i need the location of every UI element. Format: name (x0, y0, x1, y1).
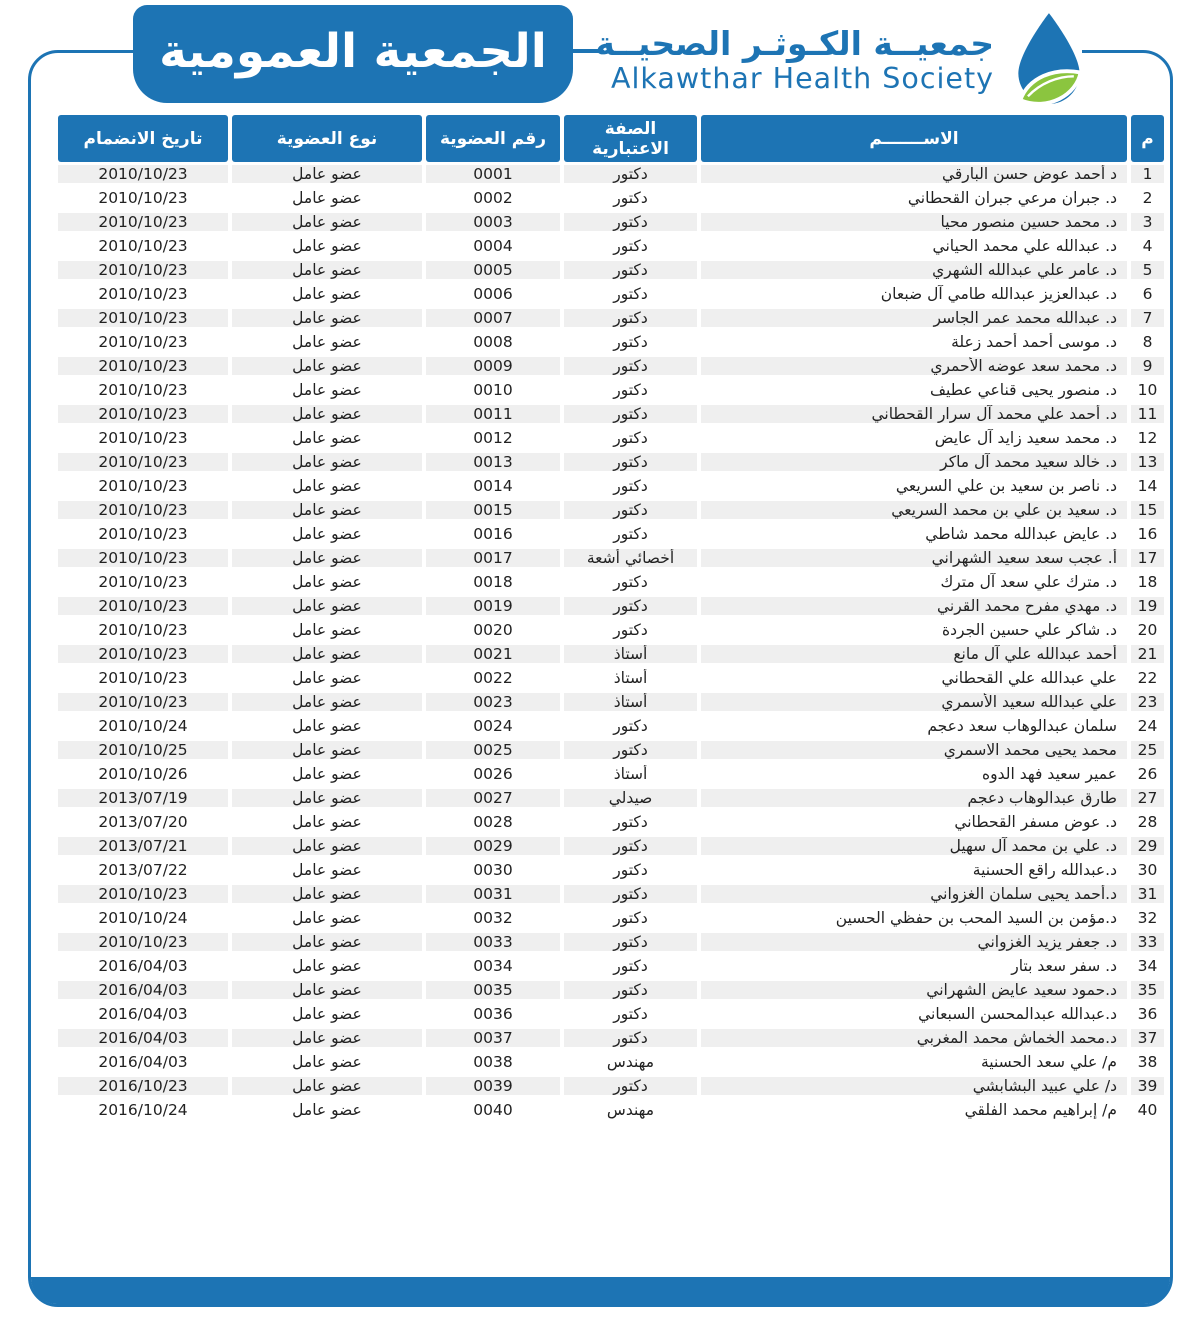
member-name: د. شاكر علي حسين الجردة (701, 618, 1127, 642)
member-capacity: دكتور (564, 954, 697, 978)
member-capacity: أستاذ (564, 666, 697, 690)
member-capacity: دكتور (564, 258, 697, 282)
table-row (58, 1098, 1164, 1122)
row-index: 16 (1131, 522, 1164, 546)
table-row (58, 858, 1164, 882)
membership-type: عضو عامل (232, 738, 422, 762)
row-index: 40 (1131, 1098, 1164, 1122)
membership-type: عضو عامل (232, 594, 422, 618)
membership-type: عضو عامل (232, 330, 422, 354)
table-row (58, 474, 1164, 498)
row-index: 27 (1131, 786, 1164, 810)
page-title: الجمعية العمومية (159, 23, 547, 79)
member-name: د.مؤمن بن السيد المحب بن حفظي الحسين (701, 906, 1127, 930)
member-name: د.عبدالله عبدالمحسن السبعاني (701, 1002, 1127, 1026)
membership-type: عضو عامل (232, 618, 422, 642)
row-index: 29 (1131, 834, 1164, 858)
member-name: د أحمد عوض حسن البارقي (701, 162, 1127, 186)
membership-type: عضو عامل (232, 162, 422, 186)
table-row (58, 186, 1164, 210)
member-name: د. مهدي مفرح محمد القرني (701, 594, 1127, 618)
membership-type: عضو عامل (232, 186, 422, 210)
membership-type: عضو عامل (232, 714, 422, 738)
join-date: 2010/10/23 (58, 186, 228, 210)
membership-type: عضو عامل (232, 1074, 422, 1098)
table-row (58, 498, 1164, 522)
table-row (58, 210, 1164, 234)
join-date: 2010/10/23 (58, 378, 228, 402)
membership-number: 0011 (426, 402, 560, 426)
join-date: 2010/10/23 (58, 642, 228, 666)
member-name: د. عوض مسفر القحطاني (701, 810, 1127, 834)
join-date: 2010/10/23 (58, 474, 228, 498)
join-date: 2016/10/23 (58, 1074, 228, 1098)
join-date: 2010/10/23 (58, 354, 228, 378)
table-row (58, 810, 1164, 834)
header-index: م (1131, 115, 1164, 162)
join-date: 2010/10/25 (58, 738, 228, 762)
membership-type: عضو عامل (232, 402, 422, 426)
member-capacity: دكتور (564, 810, 697, 834)
membership-number: 0021 (426, 642, 560, 666)
membership-number: 0008 (426, 330, 560, 354)
membership-number: 0040 (426, 1098, 560, 1122)
row-index: 23 (1131, 690, 1164, 714)
row-index: 10 (1131, 378, 1164, 402)
table-header-row (58, 115, 1164, 162)
header-membership-type: نوع العضوية (232, 115, 422, 162)
member-name: د. جعفر يزيد الغزواني (701, 930, 1127, 954)
membership-number: 0001 (426, 162, 560, 186)
member-name: د. عايض عبدالله محمد شاطي (701, 522, 1127, 546)
row-index: 5 (1131, 258, 1164, 282)
row-index: 34 (1131, 954, 1164, 978)
join-date: 2010/10/23 (58, 282, 228, 306)
join-date: 2013/07/20 (58, 810, 228, 834)
table-row (58, 234, 1164, 258)
membership-type: عضو عامل (232, 426, 422, 450)
join-date: 2016/04/03 (58, 954, 228, 978)
member-capacity: أستاذ (564, 690, 697, 714)
join-date: 2013/07/19 (58, 786, 228, 810)
membership-type: عضو عامل (232, 282, 422, 306)
join-date: 2010/10/26 (58, 762, 228, 786)
member-capacity: دكتور (564, 882, 697, 906)
join-date: 2010/10/23 (58, 666, 228, 690)
member-capacity: دكتور (564, 618, 697, 642)
row-index: 28 (1131, 810, 1164, 834)
row-index: 39 (1131, 1074, 1164, 1098)
member-name: د/ علي عبيد البشابشي (701, 1074, 1127, 1098)
membership-number: 0016 (426, 522, 560, 546)
member-name: د. موسى أحمد أحمد زعلة (701, 330, 1127, 354)
membership-number: 0002 (426, 186, 560, 210)
row-index: 21 (1131, 642, 1164, 666)
membership-number: 0039 (426, 1074, 560, 1098)
member-capacity: دكتور (564, 162, 697, 186)
member-capacity: دكتور (564, 426, 697, 450)
membership-type: عضو عامل (232, 354, 422, 378)
member-name: أحمد عبدالله علي آل مانع (701, 642, 1127, 666)
member-capacity: مهندس (564, 1050, 697, 1074)
member-name: عمير سعيد فهد الدوه (701, 762, 1127, 786)
membership-type: عضو عامل (232, 930, 422, 954)
table-row (58, 378, 1164, 402)
join-date: 2010/10/23 (58, 330, 228, 354)
member-capacity: دكتور (564, 570, 697, 594)
table-row (58, 642, 1164, 666)
membership-type: عضو عامل (232, 306, 422, 330)
membership-number: 0025 (426, 738, 560, 762)
member-name: د. ناصر بن سعيد بن علي السريعي (701, 474, 1127, 498)
join-date: 2010/10/23 (58, 594, 228, 618)
member-capacity: دكتور (564, 858, 697, 882)
member-capacity: دكتور (564, 450, 697, 474)
member-capacity: دكتور (564, 1026, 697, 1050)
membership-number: 0005 (426, 258, 560, 282)
member-name: د. أحمد علي محمد آل سرار القحطاني (701, 402, 1127, 426)
table-row (58, 1050, 1164, 1074)
member-name: د. علي بن محمد آل سهيل (701, 834, 1127, 858)
table-row (58, 786, 1164, 810)
org-logo (595, 10, 1092, 110)
membership-number: 0024 (426, 714, 560, 738)
table-row (58, 306, 1164, 330)
row-index: 6 (1131, 282, 1164, 306)
membership-number: 0038 (426, 1050, 560, 1074)
member-capacity: مهندس (564, 1098, 697, 1122)
row-index: 4 (1131, 234, 1164, 258)
membership-type: عضو عامل (232, 810, 422, 834)
member-name: د.حمود سعيد عايض الشهراني (701, 978, 1127, 1002)
membership-type: عضو عامل (232, 378, 422, 402)
header-join-date: تاريخ الانضمام (58, 115, 228, 162)
membership-number: 0013 (426, 450, 560, 474)
membership-number: 0036 (426, 1002, 560, 1026)
org-name-english: Alkawthar Health Society (610, 62, 994, 96)
membership-number: 0030 (426, 858, 560, 882)
membership-number: 0006 (426, 282, 560, 306)
member-capacity: دكتور (564, 714, 697, 738)
org-logo-text (595, 25, 994, 94)
join-date: 2010/10/23 (58, 498, 228, 522)
water-drop-leaf-icon (1004, 11, 1092, 109)
page-title-badge (133, 5, 573, 103)
member-name: د. عبدالله علي محمد الحياني (701, 234, 1127, 258)
row-index: 15 (1131, 498, 1164, 522)
join-date: 2010/10/23 (58, 450, 228, 474)
row-index: 38 (1131, 1050, 1164, 1074)
row-index: 25 (1131, 738, 1164, 762)
membership-type: عضو عامل (232, 834, 422, 858)
table-row (58, 1026, 1164, 1050)
member-capacity: دكتور (564, 1074, 697, 1098)
membership-number: 0014 (426, 474, 560, 498)
table-row (58, 426, 1164, 450)
membership-type: عضو عامل (232, 450, 422, 474)
member-name: د.أحمد يحيى سلمان الغزواني (701, 882, 1127, 906)
member-name: علي عبدالله علي القحطاني (701, 666, 1127, 690)
member-name: د. منصور يحيى قناعي عطيف (701, 378, 1127, 402)
row-index: 2 (1131, 186, 1164, 210)
member-capacity: دكتور (564, 474, 697, 498)
member-capacity: دكتور (564, 1002, 697, 1026)
row-index: 7 (1131, 306, 1164, 330)
row-index: 19 (1131, 594, 1164, 618)
join-date: 2010/10/23 (58, 306, 228, 330)
table-row (58, 282, 1164, 306)
table-row (58, 930, 1164, 954)
member-capacity: دكتور (564, 234, 697, 258)
membership-number: 0022 (426, 666, 560, 690)
member-name: د. خالد سعيد محمد آل ماكر (701, 450, 1127, 474)
membership-type: عضو عامل (232, 210, 422, 234)
row-index: 32 (1131, 906, 1164, 930)
join-date: 2010/10/23 (58, 930, 228, 954)
member-capacity: أستاذ (564, 762, 697, 786)
membership-type: عضو عامل (232, 522, 422, 546)
member-capacity: صيدلي (564, 786, 697, 810)
join-date: 2010/10/24 (58, 906, 228, 930)
membership-number: 0015 (426, 498, 560, 522)
table-row (58, 402, 1164, 426)
table-row (58, 546, 1164, 570)
membership-type: عضو عامل (232, 642, 422, 666)
membership-type: عضو عامل (232, 1098, 422, 1122)
row-index: 36 (1131, 1002, 1164, 1026)
table-row (58, 354, 1164, 378)
table-row (58, 450, 1164, 474)
table-row (58, 522, 1164, 546)
row-index: 31 (1131, 882, 1164, 906)
join-date: 2010/10/23 (58, 882, 228, 906)
membership-type: عضو عامل (232, 954, 422, 978)
table-row (58, 258, 1164, 282)
table-row (58, 666, 1164, 690)
org-name-arabic: جمعيــة الكـوثـر الصحيــة (595, 24, 994, 64)
member-capacity: أستاذ (564, 642, 697, 666)
row-index: 30 (1131, 858, 1164, 882)
membership-number: 0028 (426, 810, 560, 834)
membership-type: عضو عامل (232, 1026, 422, 1050)
member-name: محمد يحيى محمد الاسمري (701, 738, 1127, 762)
member-capacity: دكتور (564, 594, 697, 618)
membership-number: 0026 (426, 762, 560, 786)
membership-number: 0012 (426, 426, 560, 450)
membership-type: عضو عامل (232, 570, 422, 594)
member-capacity: دكتور (564, 210, 697, 234)
row-index: 20 (1131, 618, 1164, 642)
membership-number: 0029 (426, 834, 560, 858)
member-capacity: دكتور (564, 402, 697, 426)
join-date: 2010/10/23 (58, 234, 228, 258)
join-date: 2016/04/03 (58, 1002, 228, 1026)
table-row (58, 906, 1164, 930)
join-date: 2016/10/24 (58, 1098, 228, 1122)
join-date: 2010/10/23 (58, 210, 228, 234)
member-name: د.عبدالله راقع الحسنية (701, 858, 1127, 882)
members-table (54, 115, 1168, 1122)
table-row (58, 762, 1164, 786)
table-row (58, 570, 1164, 594)
row-index: 24 (1131, 714, 1164, 738)
table-row (58, 330, 1164, 354)
row-index: 8 (1131, 330, 1164, 354)
join-date: 2010/10/24 (58, 714, 228, 738)
membership-number: 0009 (426, 354, 560, 378)
table-row (58, 882, 1164, 906)
member-name: أ. عجب سعد سعيد الشهراني (701, 546, 1127, 570)
member-capacity: دكتور (564, 906, 697, 930)
row-index: 12 (1131, 426, 1164, 450)
row-index: 17 (1131, 546, 1164, 570)
header-membership-no: رقم العضوية (426, 115, 560, 162)
member-capacity: دكتور (564, 522, 697, 546)
join-date: 2010/10/23 (58, 402, 228, 426)
join-date: 2013/07/21 (58, 834, 228, 858)
membership-number: 0017 (426, 546, 560, 570)
row-index: 11 (1131, 402, 1164, 426)
member-capacity: دكتور (564, 738, 697, 762)
member-name: علي عبدالله سعيد الأسمري (701, 690, 1127, 714)
row-index: 37 (1131, 1026, 1164, 1050)
membership-number: 0019 (426, 594, 560, 618)
membership-type: عضو عامل (232, 498, 422, 522)
membership-type: عضو عامل (232, 1002, 422, 1026)
member-name: د. سفر سعد بتار (701, 954, 1127, 978)
member-name: د. مترك علي سعد آل مترك (701, 570, 1127, 594)
join-date: 2010/10/23 (58, 570, 228, 594)
row-index: 1 (1131, 162, 1164, 186)
row-index: 18 (1131, 570, 1164, 594)
membership-number: 0027 (426, 786, 560, 810)
header-name: الاســـــــم (701, 115, 1127, 162)
membership-number: 0007 (426, 306, 560, 330)
member-capacity: دكتور (564, 978, 697, 1002)
row-index: 3 (1131, 210, 1164, 234)
membership-type: عضو عامل (232, 858, 422, 882)
row-index: 33 (1131, 930, 1164, 954)
membership-number: 0004 (426, 234, 560, 258)
membership-type: عضو عامل (232, 234, 422, 258)
member-capacity: دكتور (564, 282, 697, 306)
member-name: م/ إبراهيم محمد الفلقي (701, 1098, 1127, 1122)
membership-number: 0010 (426, 378, 560, 402)
member-name: طارق عبدالوهاب دعجم (701, 786, 1127, 810)
join-date: 2013/07/22 (58, 858, 228, 882)
member-capacity: دكتور (564, 378, 697, 402)
membership-number: 0018 (426, 570, 560, 594)
membership-type: عضو عامل (232, 762, 422, 786)
join-date: 2016/04/03 (58, 978, 228, 1002)
member-name: د. عبدالعزيز عبدالله طامي آل ضبعان (701, 282, 1127, 306)
membership-number: 0035 (426, 978, 560, 1002)
table-row (58, 618, 1164, 642)
membership-type: عضو عامل (232, 690, 422, 714)
footer-bar (31, 1277, 1170, 1304)
membership-type: عضو عامل (232, 474, 422, 498)
header-capacity: الصفة الاعتبارية (564, 115, 697, 162)
membership-type: عضو عامل (232, 786, 422, 810)
member-name: د. عبدالله محمد عمر الجاسر (701, 306, 1127, 330)
membership-number: 0032 (426, 906, 560, 930)
join-date: 2010/10/23 (58, 546, 228, 570)
membership-type: عضو عامل (232, 906, 422, 930)
membership-number: 0003 (426, 210, 560, 234)
table-row (58, 954, 1164, 978)
join-date: 2010/10/23 (58, 258, 228, 282)
member-capacity: دكتور (564, 186, 697, 210)
member-name: م/ علي سعد الحسنية (701, 1050, 1127, 1074)
member-capacity: أخصائي أشعة (564, 546, 697, 570)
table-row (58, 738, 1164, 762)
table-row (58, 162, 1164, 186)
member-name: سلمان عبدالوهاب سعد دعجم (701, 714, 1127, 738)
table-row (58, 714, 1164, 738)
member-capacity: دكتور (564, 330, 697, 354)
member-capacity: دكتور (564, 834, 697, 858)
join-date: 2010/10/23 (58, 690, 228, 714)
member-name: د. محمد سعيد زايد آل عايض (701, 426, 1127, 450)
membership-number: 0033 (426, 930, 560, 954)
table-row (58, 1074, 1164, 1098)
join-date: 2010/10/23 (58, 522, 228, 546)
table-row (58, 834, 1164, 858)
member-capacity: دكتور (564, 306, 697, 330)
member-name: د. سعيد بن علي بن محمد السريعي (701, 498, 1127, 522)
member-name: د.محمد الخماش محمد المغربي (701, 1026, 1127, 1050)
table-row (58, 1002, 1164, 1026)
membership-number: 0023 (426, 690, 560, 714)
member-name: د. جبران مرعي جبران القحطاني (701, 186, 1127, 210)
row-index: 9 (1131, 354, 1164, 378)
member-capacity: دكتور (564, 930, 697, 954)
join-date: 2010/10/23 (58, 426, 228, 450)
join-date: 2016/04/03 (58, 1026, 228, 1050)
member-name: د. عامر علي عبدالله الشهري (701, 258, 1127, 282)
join-date: 2010/10/23 (58, 162, 228, 186)
row-index: 26 (1131, 762, 1164, 786)
membership-type: عضو عامل (232, 978, 422, 1002)
membership-type: عضو عامل (232, 1050, 422, 1074)
member-name: د. محمد حسين منصور محيا (701, 210, 1127, 234)
membership-number: 0034 (426, 954, 560, 978)
member-capacity: دكتور (564, 498, 697, 522)
membership-number: 0020 (426, 618, 560, 642)
member-capacity: دكتور (564, 354, 697, 378)
membership-number: 0031 (426, 882, 560, 906)
membership-number: 0037 (426, 1026, 560, 1050)
member-table-body (58, 162, 1164, 1122)
membership-type: عضو عامل (232, 666, 422, 690)
table-row (58, 978, 1164, 1002)
member-name: د. محمد سعد عوضه الأحمري (701, 354, 1127, 378)
table-row (58, 594, 1164, 618)
membership-type: عضو عامل (232, 258, 422, 282)
membership-type: عضو عامل (232, 882, 422, 906)
membership-type: عضو عامل (232, 546, 422, 570)
row-index: 13 (1131, 450, 1164, 474)
row-index: 14 (1131, 474, 1164, 498)
row-index: 22 (1131, 666, 1164, 690)
table-row (58, 690, 1164, 714)
join-date: 2016/04/03 (58, 1050, 228, 1074)
join-date: 2010/10/23 (58, 618, 228, 642)
row-index: 35 (1131, 978, 1164, 1002)
